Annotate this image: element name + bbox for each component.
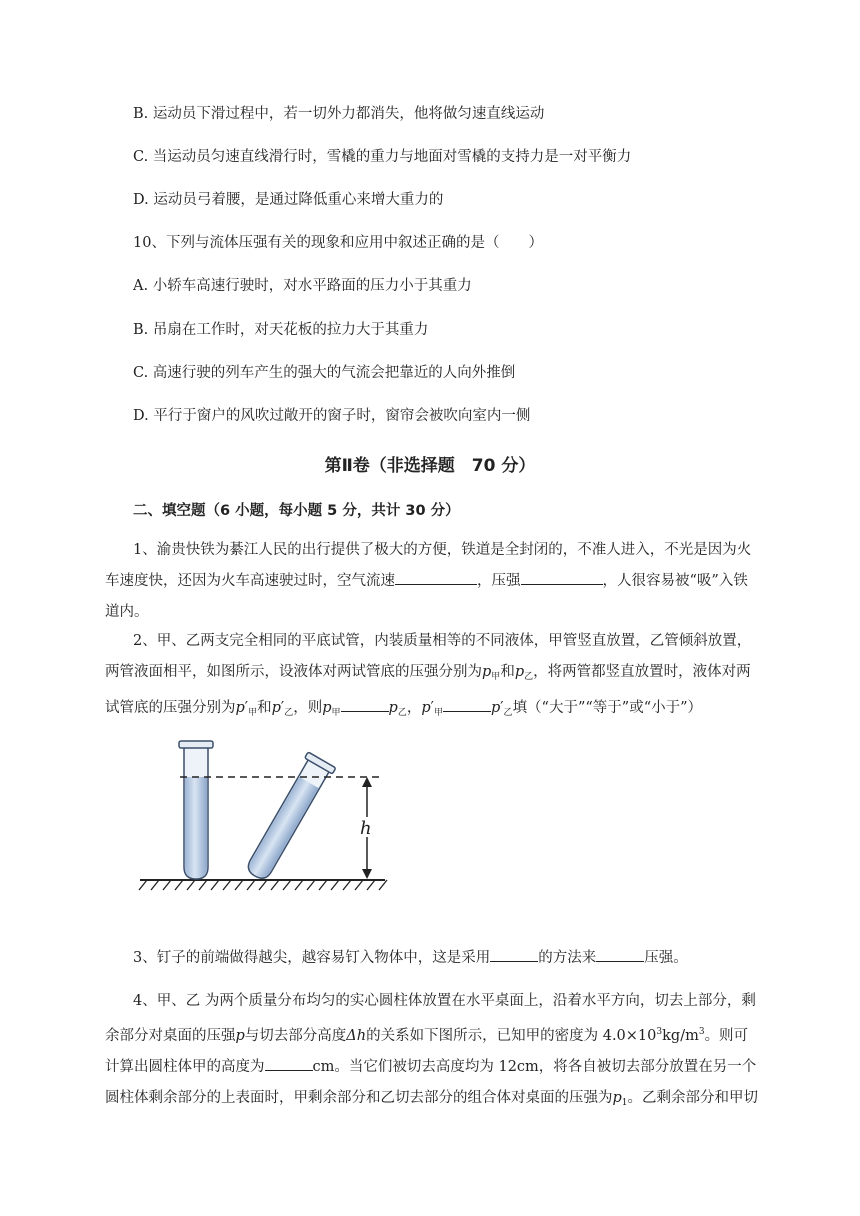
q3-text-a: 3、钉子的前端做得越尖，越容易钉入物体中，这是采用 (133, 950, 491, 966)
q4-text-a: 4、甲、乙 为两个质量分布均匀的实心圆柱体放置在水平桌面上，沿着水平方向，切去上部分，剩余部分对桌面的压强 (105, 993, 756, 1044)
q2-p-yi-2: $p_乙$ (388, 700, 407, 718)
q2-text-d: ， (406, 700, 422, 716)
q4-text-f: cm。当它们被切去高度均为 12cm，将各自被切去部分放置在另一个圆柱体剩余部分的上表面时，甲剩余部分和乙切去部分的组合体对桌面的压强为 (105, 1059, 757, 1106)
q1-text-b: ，压强 (477, 573, 521, 589)
q4-text-d: kg/m (662, 1028, 699, 1044)
q2-p-prime-jia-2: $p'_甲$ (421, 700, 443, 718)
section-title: 第Ⅱ卷（非选择题 70 分） (324, 456, 536, 476)
q4-p1: $p_1$ (612, 1090, 628, 1108)
q4-text-e: 。则可计算出圆柱体甲的高度为 (105, 1028, 749, 1075)
q2-p-jia: $p_甲$ (482, 664, 501, 682)
q2-text-a: 2、甲、乙两支完全相同的平底试管，内装质量相等的不同液体，甲管竖直放置，乙管倾斜放置，两管液面相平，如图所示，设液体对两试管底的压强分别为 (105, 633, 752, 680)
q4-text-g: 。乙剩余部分和甲切 (627, 1090, 759, 1106)
q3-text-c: 压强。 (644, 950, 688, 966)
question-3 (105, 943, 760, 974)
q2-text-c: ，则 (293, 700, 323, 716)
q2-p-prime-yi-2: $p'_乙$ (490, 700, 513, 718)
q2-blank-2 (443, 697, 491, 712)
question-2 (105, 626, 760, 729)
part-title: 二、填空题（6 小题，每小题 5 分，共计 30 分） (133, 503, 460, 519)
h-label: h (360, 818, 372, 839)
q1-text-c: ，人很容易被“吸”入铁道内。 (105, 573, 748, 620)
q10-option-d: D. 平行于窗户的风吹过敞开的窗子时，窗帘会被吹向室内一侧 (133, 408, 531, 424)
tube-jia (179, 741, 213, 879)
q4-p: p (235, 1028, 245, 1044)
q10-option-c: C. 高速行驶的列车产生的强大的气流会把靠近的人向外推倒 (133, 365, 516, 381)
q2-text-b: ，将两管都竖直放置时，液体对两试管底的压强分别为 (105, 664, 751, 716)
q10-option-b: B. 吊扇在工作时，对天花板的拉力大于其重力 (133, 322, 429, 338)
q9-option-b: B. 运动员下滑过程中，若一切外力都消失，他将做匀速直线运动 (133, 106, 545, 122)
ground-hatch (139, 880, 387, 890)
q4-exp: 3 (656, 1027, 663, 1037)
q4-delta-h: Δh (346, 1028, 367, 1044)
q2-text-e: 填（“大于”“等于”或“小于”） (512, 700, 703, 716)
q4-text-b: 与切去部分高度 (244, 1028, 347, 1044)
q3-blank-2 (596, 947, 644, 962)
q2-he: 和 (500, 664, 515, 680)
q9-option-d: D. 运动员弓着腰，是通过降低重心来增大重力的 (133, 192, 444, 208)
q1-text-a: 1、渝贵快铁为綦江人民的出行提供了极大的方便，铁道是全封闭的，不准人进入，不光是因为火车速度快，还因为火车高速驶过时，空气流速 (105, 542, 752, 589)
q2-p-yi: $p_乙$ (514, 664, 534, 682)
q2-blank-1 (341, 697, 389, 712)
question-1 (105, 535, 760, 628)
q2-p-prime-jia: $p'_甲$ (235, 700, 258, 718)
tube-yi (241, 752, 336, 884)
q2-he-2: 和 (257, 700, 272, 716)
q9-option-c: C. 当运动员匀速直线滑行时，雪橇的重力与地面对雪橇的支持力是一对平衡力 (133, 149, 632, 165)
test-tubes-figure (135, 735, 390, 895)
q2-p-jia-2: $p_甲$ (322, 700, 341, 718)
q4-blank-1 (265, 1056, 313, 1071)
question-4 (105, 986, 760, 1119)
q1-blank-2 (521, 570, 603, 585)
q10-option-a: A. 小轿车高速行驶时，对水平路面的压力小于其重力 (133, 278, 472, 294)
q3-blank-1 (490, 947, 538, 962)
q4-text-c: 的关系如下图所示，已知甲的密度为 4.0×10 (366, 1028, 657, 1044)
q1-blank-1 (395, 570, 477, 585)
q2-p-prime-yi: $p'_乙$ (271, 700, 294, 718)
q3-text-b: 的方法来 (538, 950, 597, 966)
q10-stem: 10、下列与流体压强有关的现象和应用中叙述正确的是（ ） (133, 235, 543, 251)
q4-exp2: 3 (698, 1027, 705, 1037)
